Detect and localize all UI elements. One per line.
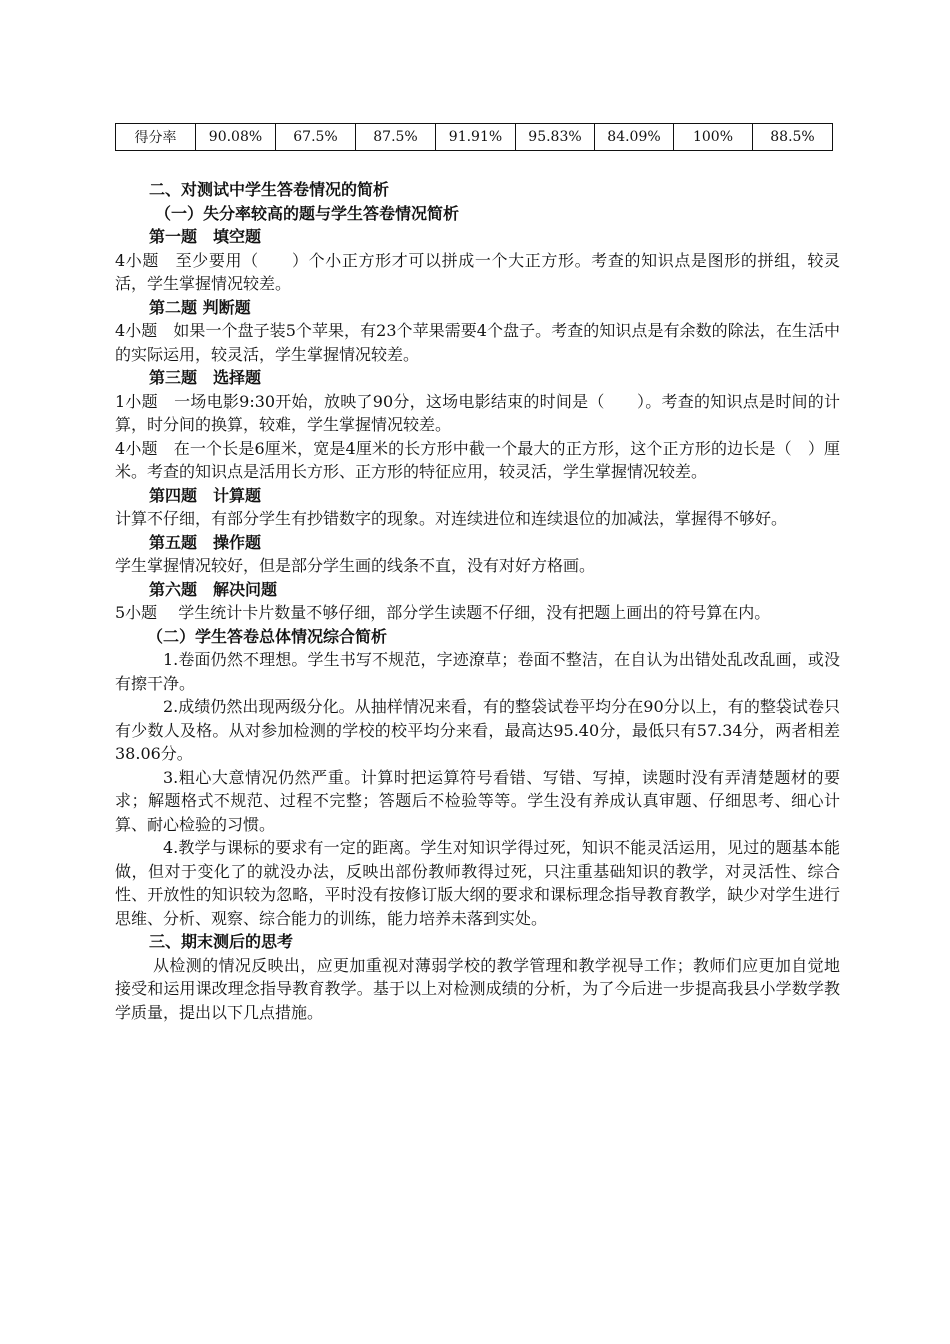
- table-row: [116, 124, 833, 151]
- question-heading: 第二题 判断题: [149, 297, 251, 317]
- paragraph: 4小题 在一个长是6厘米，宽是4厘米的长方形中截一个最大的正方形，这个正方形的边长是（ ）厘米。考查的知识点是活用长方形、正方形的特征应用，较灵活，学生掌握情况较差。: [115, 438, 840, 481]
- paragraph: 1.卷面仍然不理想。学生书写不规范，字迹潦草；卷面不整洁，在自认为出错处乱改乱画，或没有擦干净。: [115, 650, 840, 693]
- paragraph: 从检测的情况反映出，应更加重视对薄弱学校的教学管理和教学视导工作；教师们应更加自觉地接受和运用课改理念指导教育教学。基于以上对检测成绩的分析，为了今后进一步提高我县小学数学教学质量，提出以下几点措施。: [115, 955, 840, 1022]
- paragraph: 4.教学与课标的要求有一定的距离。学生对知识学得过死，知识不能灵活运用，见过的题基本能做，但对于变化了的就没办法，反映出部份教师教得过死，只注重基础知识的教学，对灵活性、综合性、开放性的知识较为忽略，平时没有按修订版大纲的要求和课标理念指导教育教学，缺少对学生进行思维、分析、观察、综合能力的训练，能力培养未落到实处。: [115, 838, 840, 928]
- table-cell: 95.83%: [516, 124, 595, 151]
- table-cell: 100%: [674, 124, 753, 151]
- paragraph: 4小题 至少要用（ ）个小正方形才可以拼成一个大正方形。考查的知识点是图形的拼组，较灵活，学生掌握情况较差。: [115, 250, 840, 293]
- paragraph: 3.粗心大意情况仍然严重。计算时把运算符号看错、写错、写掉，读题时没有弄清楚题材的要求；解题格式不规范、过程不完整；答题后不检验等等。学生没有养成认真审题、仔细思考、细心计算、耐心检验的习惯。: [115, 767, 840, 834]
- paragraph: 计算不仔细，有部分学生有抄错数字的现象。对连续进位和连续退位的加减法，掌握得不够好。: [115, 509, 788, 528]
- paragraph: 1小题 一场电影9:30开始，放映了90分，这场电影结束的时间是（ ）。考查的知识点是时间的计算，时分间的换算，较难，学生掌握情况较差。: [115, 391, 840, 434]
- table-row-label: 得分率: [116, 124, 196, 151]
- subsection-heading: （一）失分率较高的题与学生答卷情况简析: [155, 203, 460, 223]
- section-heading: 二、对测试中学生答卷情况的简析: [149, 180, 390, 199]
- question-heading: 第六题 解决问题: [149, 579, 278, 599]
- paragraph: 5小题 学生统计卡片数量不够仔细，部分学生读题不仔细，没有把题上画出的符号算在内。: [115, 603, 771, 622]
- paragraph: 学生掌握情况较好，但是部分学生画的线条不直，没有对好方格画。: [115, 556, 596, 575]
- paragraph: 2.成绩仍然出现两级分化。从抽样情况来看，有的整袋试卷平均分在90分以上，有的整袋试卷只有少数人及格。从对参加检测的学校的校平均分来看，最高达95.40分，最低只有57.34分，两者相差38.06分。: [115, 697, 840, 763]
- section-heading: 三、期末测后的思考: [149, 932, 294, 951]
- question-heading: 第一题 填空题: [149, 227, 262, 246]
- score-rate-table: [115, 123, 833, 151]
- table-cell: 67.5%: [276, 124, 356, 151]
- question-heading: 第五题 操作题: [149, 532, 262, 552]
- table-cell: 87.5%: [356, 124, 436, 151]
- paragraph: 4小题 如果一个盘子装5个苹果，有23个苹果需要4个盘子。考查的知识点是有余数的除法，在生活中的实际运用，较灵活，学生掌握情况较差。: [115, 321, 840, 364]
- table-cell: 84.09%: [595, 124, 674, 151]
- question-heading: 第四题 计算题: [149, 485, 262, 505]
- subsection-heading: （二）学生答卷总体情况综合简析: [147, 626, 388, 646]
- table-cell: 91.91%: [436, 124, 516, 151]
- question-heading: 第三题 选择题: [149, 368, 262, 387]
- table-cell: 88.5%: [753, 124, 833, 151]
- document-body: [115, 178, 840, 1024]
- table-cell: 90.08%: [196, 124, 276, 151]
